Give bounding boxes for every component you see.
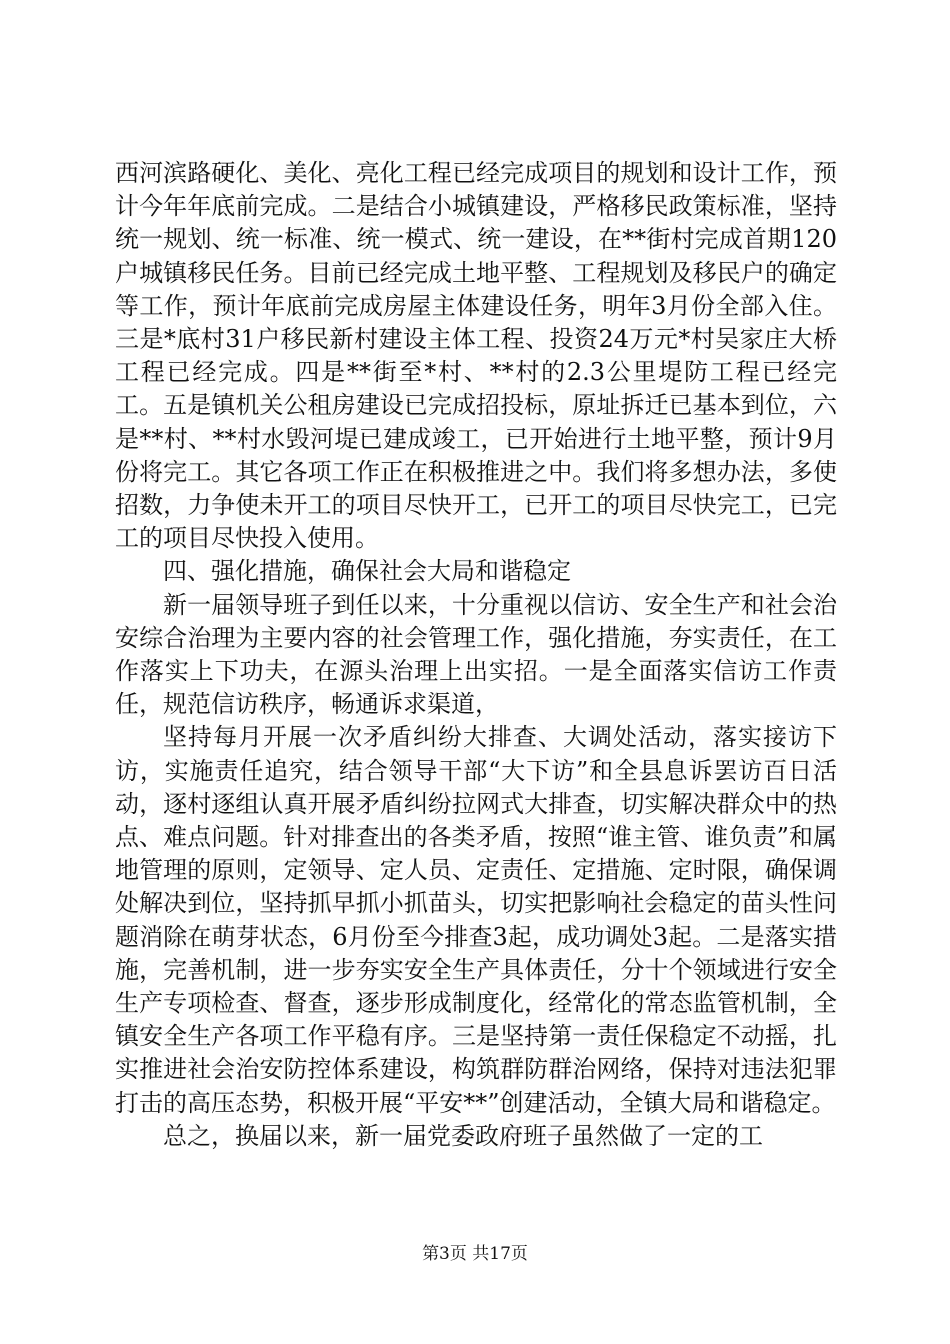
page-footer: 第3页 共17页 [422,1244,528,1264]
document-body [115,157,837,1153]
paragraph-continuation: 西河滨路硬化、美化、亮化工程已经完成项目的规划和设计工作，预计今年年底前完成。二是结合小城镇建设，严格移民政策标准，坚持统一规划、统一标准、统一模式、统一建设，在**街村完成首期120户城镇移民任务。目前已经完成土地平整、工程规划及移民户的确定等工作，预计年底前完成房屋主体建设任务，明年3月份全部入住。三是*底村31户移民新村建设主体工程、投资24万元*村吴家庄大桥工程已经完成。四是**街至*村、**村的2.3公里堤防工程已经完工。五是镇机关公租房建设已完成招投标，原址拆迁已基本到位，六是**村、**村水毁河堤已建成竣工，已开始进行土地平整，预计9月份将完工。其它各项工作正在积极推进之中。我们将多想办法，多使招数，力争使未开工的项目尽快开工，已开工的项目尽快完工，已完工的项目尽快投入使用。 [115,159,837,553]
paragraph: 坚持每月开展一次矛盾纠纷大排查、大调处活动，落实接访下访，实施责任追究，结合领导干部“大下访”和全县息诉罢访百日活动，逐村逐组认真开展矛盾纠纷拉网式大排查，切实解决群众中的热点、难点问题。针对排查出的各类矛盾，按照“谁主管、谁负责”和属地管理的原则，定领导、定人员、定责任、定措施、定时限，确保调处解决到位，坚持抓早抓小抓苗头，切实把影响社会稳定的苗头性问题消除在萌芽状态，6月份至今排查3起，成功调处3起。二是落实措施，完善机制，进一步夯实安全生产具体责任，分十个领域进行安全生产专项检查、督查，逐步形成制度化，经常化的常态监管机制，全镇安全生产各项工作平稳有序。三是坚持第一责任保稳定不动摇，扎实推进社会治安防控体系建设，构筑群防群治网络，保持对违法犯罪打击的高压态势，积极开展“平安**”创建活动，全镇大局和谐稳定。 [115,723,837,1117]
section-heading: 四、强化措施，确保社会大局和谐稳定 [163,557,571,586]
paragraph: 新一届领导班子到任以来，十分重视以信访、安全生产和社会治安综合治理为主要内容的社会管理工作，强化措施，夯实责任，在工作落实上下功夫，在源头治理上出实招。一是全面落实信访工作责任，规范信访秩序，畅通诉求渠道， [115,590,837,719]
paragraph: 总之，换届以来，新一届党委政府班子虽然做了一定的工 [163,1121,763,1150]
